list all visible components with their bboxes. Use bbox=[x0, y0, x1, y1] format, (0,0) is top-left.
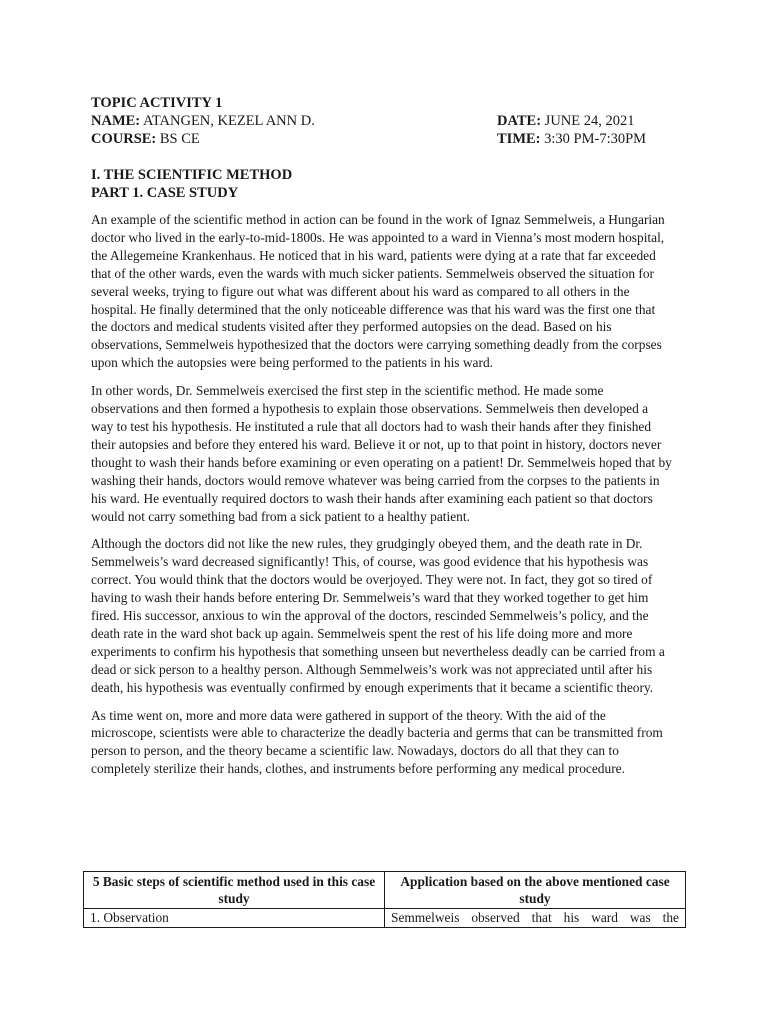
table-header-row bbox=[84, 872, 686, 909]
course-line bbox=[91, 130, 200, 149]
course-label: COURSE: bbox=[91, 131, 157, 147]
time-value: 3:30 PM-7:30PM bbox=[540, 131, 647, 147]
name-line bbox=[91, 112, 315, 131]
topic-title: TOPIC ACTIVITY 1 bbox=[91, 95, 223, 111]
name-label: NAME: bbox=[91, 113, 141, 129]
date-line bbox=[497, 112, 635, 131]
column-header-steps: 5 Basic steps of scientific method used in this case study bbox=[84, 872, 385, 909]
paragraph: An example of the scientific method in action can be found in the work of Ignaz Semmelweis, a Hungarian doctor who lived in the early-to-mid-1800s. He was appointed to a ward in Vienna’s most modern hospital, the Allegemeine Krankenhaus. He noticed that in his ward, patients were dying at a rate that far exceeded that of the other wards, even the wards with much sicker patients. Semmelweis observed the situation for several weeks, trying to figure out what was different about his ward as compared to all others in the hospital. He finally determined that the only noticeable difference was that his ward was the first one that the doctors and medical students visited after they performed autopsies on the dead. Based on his observations, Semmelweis hypothesized that the doctors were carrying something deadly from the corpses upon which the autopsies were being performed to the patients in his ward. bbox=[91, 212, 665, 371]
table-row bbox=[84, 909, 686, 928]
section-title: I. THE SCIENTIFIC METHOD bbox=[91, 167, 293, 183]
case-study-body bbox=[91, 211, 673, 788]
steps-table bbox=[83, 871, 686, 928]
time-line bbox=[497, 130, 646, 149]
time-label: TIME: bbox=[497, 131, 541, 147]
name-value: ATANGEN, KEZEL ANN D. bbox=[140, 113, 315, 129]
paragraph: Although the doctors did not like the new rules, they grudgingly obeyed them, and the death rate in Dr. Semmelweis’s ward decreased significantly! This, of course, was good evidence that his hypothesis was correct. You would think that the doctors would be overjoyed. They were not. In fact, they got so tired of having to wash their hands before entering Dr. Semmelweis’s ward that they worked together to get him fired. His successor, anxious to win the approval of the doctors, rescinded Semmelweis’s policy, and the death rate in the ward shot back up again. Semmelweis spent the rest of his life doing more and more experiments to confirm his hypothesis that something unseen but nevertheless deadly can be carried from a dead or sick person to a healthy person. Although Semmelweis’s work was not appreciated until after his death, his hypothesis was eventually confirmed by enough experiments that it became a scientific theory. bbox=[91, 536, 665, 695]
table-cell-application: Semmelweis observed that his ward was the bbox=[385, 909, 686, 928]
date-label: DATE: bbox=[497, 113, 542, 129]
table-cell-step: 1. Observation bbox=[84, 909, 385, 928]
column-header-application: Application based on the above mentioned case study bbox=[385, 872, 686, 909]
paragraph: In other words, Dr. Semmelweis exercised the first step in the scientific method. He made some observations and then formed a hypothesis to explain those observations. Semmelweis then developed a way to test his hypothesis. He instituted a rule that all doctors had to wash their hands after they finished their autopsies and before they entered his ward. Believe it or not, up to that point in history, doctors never thought to wash their hands before examining or even operating on a patient! Dr. Semmelweis hoped that by washing their hands, doctors would remove whatever was being carried from the corpses to the patients in his ward. He eventually required doctors to wash their hands after examining each patient so that doctors would not carry something bad from a sick patient to a healthy patient. bbox=[91, 383, 672, 524]
paragraph: As time went on, more and more data were gathered in support of the theory. With the aid of the microscope, scientists were able to characterize the deadly bacteria and germs that can be transmitted from person to person, and the theory became a scientific law. Nowadays, doctors do all that they can to completely sterilize their hands, clothes, and instruments before performing any medical procedure. bbox=[91, 707, 663, 777]
course-value: BS CE bbox=[156, 131, 200, 147]
part-title: PART 1. CASE STUDY bbox=[91, 185, 239, 201]
date-value: JUNE 24, 2021 bbox=[541, 113, 635, 129]
